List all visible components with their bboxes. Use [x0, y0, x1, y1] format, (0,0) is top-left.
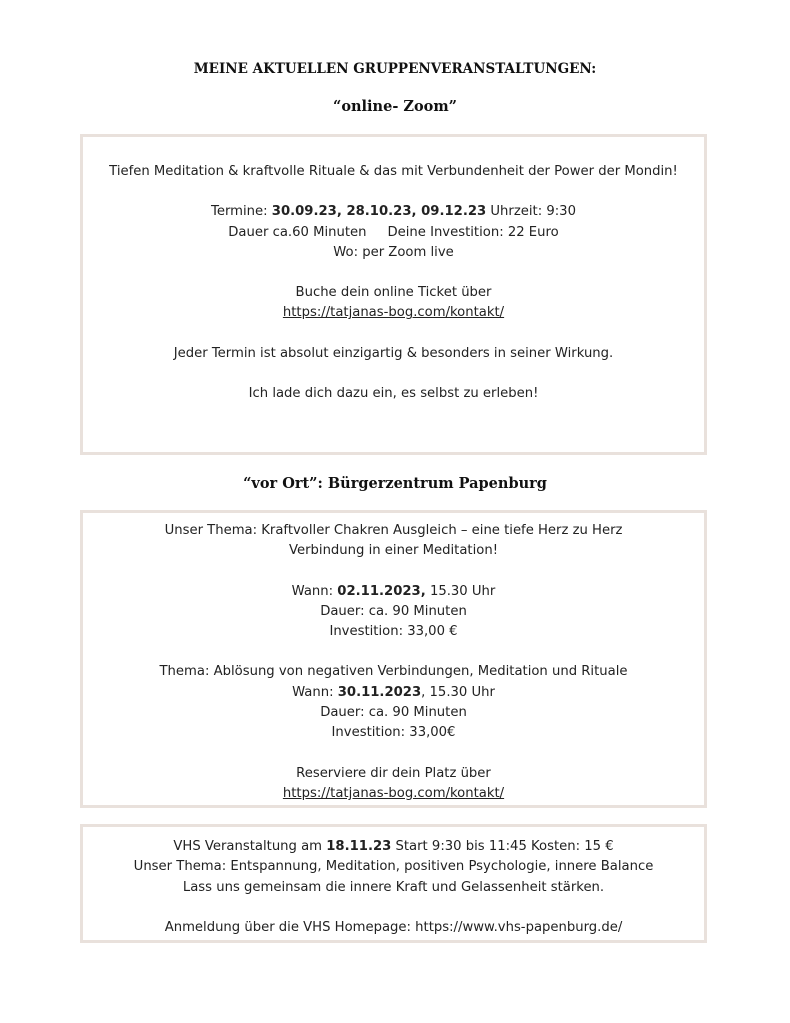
event1-investment: Investition: 33,00 € — [329, 624, 458, 640]
vhs-details: Start 9:30 bis 11:45 Kosten: 15 € — [395, 839, 614, 854]
online-dates-line — [83, 202, 704, 222]
vorort-section-title: “vor Ort”: Bürgerzentrum Papenburg — [243, 475, 547, 492]
vhs-motto: Lass uns gemeinsam die innere Kraft und Gelassenheit stärken. — [182, 879, 605, 895]
event2-investment: Investition: 33,00€ — [331, 725, 456, 741]
vhs-event-line — [83, 837, 704, 857]
online-booking-text: Buche dein online Ticket über — [295, 285, 492, 301]
event2-time: , 15.30 Uhr — [421, 684, 495, 700]
event1-time: 15.30 Uhr — [429, 583, 496, 599]
online-duration-line — [83, 223, 704, 243]
online-dates-label: Termine: — [211, 204, 268, 220]
online-invite-text: Ich lade dich dazu ein, es selbst zu erleben! — [248, 386, 539, 402]
event2-theme: Thema: Ablösung von negativen Verbindungen, Meditation und Rituale — [159, 664, 628, 680]
online-booking-link[interactable]: https://tatjanas-bog.com/kontakt/ — [282, 305, 505, 321]
online-unique-text: Jeder Termin ist absolut einzigartig & besonders in seiner Wirkung. — [173, 345, 614, 361]
online-location: Wo: per Zoom live — [333, 244, 454, 260]
event1-date: 02.11.2023, — [337, 583, 426, 599]
vorort-reserve-link[interactable]: https://tatjanas-bog.com/kontakt/ — [282, 785, 505, 801]
event2-when-label: Wann: — [292, 684, 334, 700]
vorort-event-box — [80, 510, 707, 808]
event2-when-line — [83, 683, 704, 703]
vhs-date: 18.11.23 — [326, 839, 392, 854]
event2-date: 30.11.2023 — [337, 684, 422, 700]
vorort-reserve-text: Reserviere dir dein Platz über — [296, 765, 491, 781]
online-duration: Dauer ca.60 Minuten — [228, 224, 367, 240]
event1-theme-line2: Verbindung in einer Meditation! — [289, 543, 498, 559]
vhs-event-box — [80, 824, 707, 943]
event1-duration: Dauer: ca. 90 Minuten — [320, 603, 467, 619]
event1-when-line — [83, 582, 704, 602]
online-section-title: “online- Zoom” — [332, 98, 457, 115]
online-event-box — [80, 134, 707, 455]
online-dates: 30.09.23, 28.10.23, 09.12.23 — [271, 204, 487, 220]
event1-when-label: Wann: — [291, 583, 334, 599]
vhs-theme: Unser Thema: Entspannung, Meditation, positiven Psychologie, innere Balance — [133, 859, 654, 875]
online-time: Uhrzeit: 9:30 — [490, 204, 576, 220]
online-investment: Deine Investition: 22 Euro — [387, 224, 559, 240]
vhs-prefix: VHS Veranstaltung am — [173, 839, 323, 854]
vhs-registration: Anmeldung über die VHS Homepage: https://www.vhs-papenburg.de/ — [164, 919, 623, 935]
event2-duration: Dauer: ca. 90 Minuten — [320, 705, 467, 721]
page-title: MEINE AKTUELLEN GRUPPENVERANSTALTUNGEN: — [193, 61, 597, 77]
event1-theme-line1: Unser Thema: Kraftvoller Chakren Ausgleich – eine tiefe Herz zu Herz — [164, 523, 623, 538]
online-intro: Tiefen Meditation & kraftvolle Rituale & das mit Verbundenheit der Power der Mondin! — [109, 164, 678, 179]
